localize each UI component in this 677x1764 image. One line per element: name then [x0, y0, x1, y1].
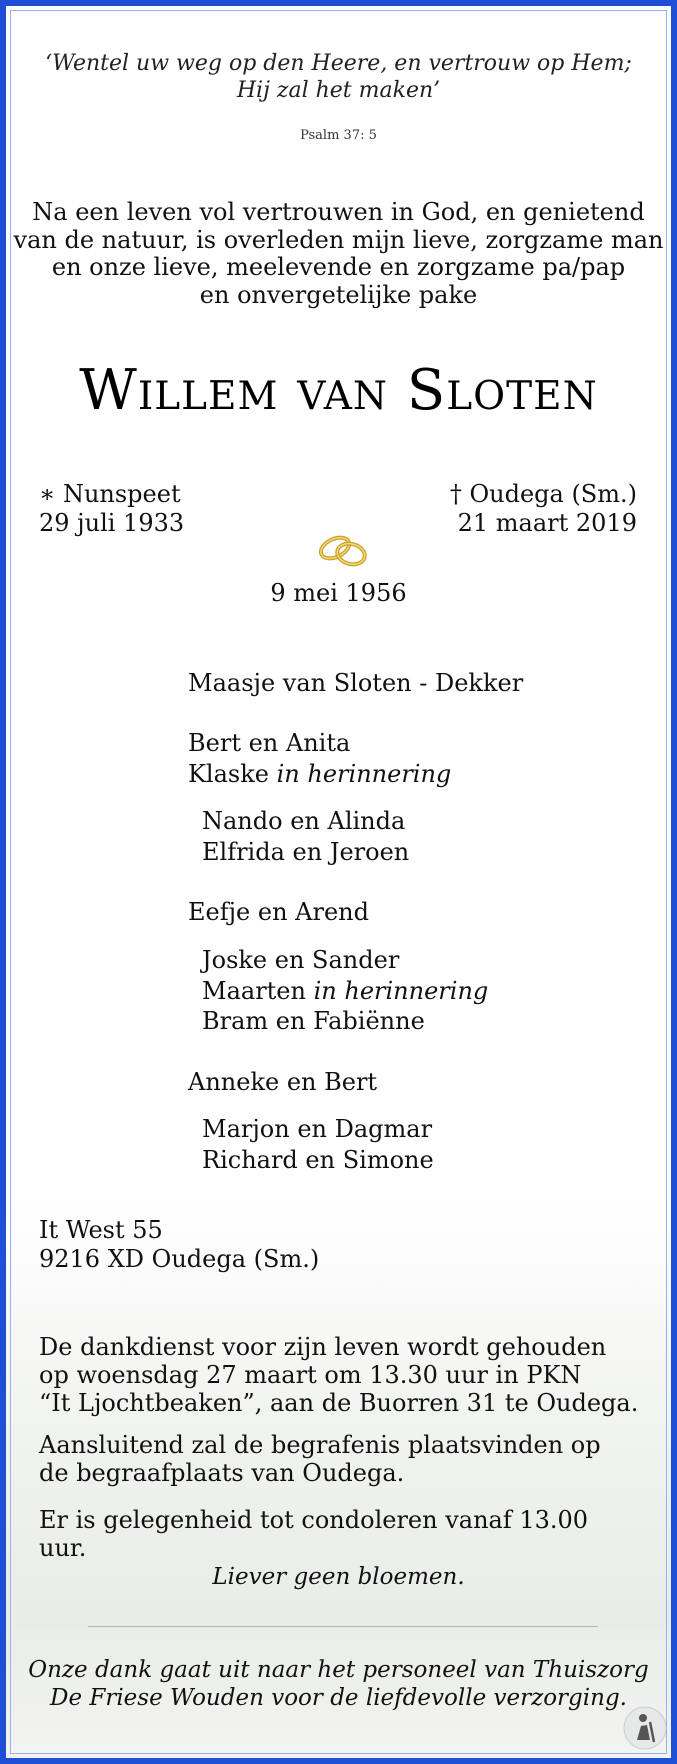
intro-line-3: en onze lieve, meelevende en zorgzame pa/pap	[51, 253, 626, 281]
children-3: Anneke en Bert	[188, 1068, 378, 1096]
burial-line-1: Aansluitend zal de begrafenis plaatsvinden op	[39, 1431, 601, 1459]
quote-line-1: ‘Wentel uw weg op den Heere, en vertrouw op Hem;	[45, 51, 632, 76]
grandchildren-2a: Joske en Sander	[202, 946, 400, 974]
grandchild-remembered	[202, 976, 488, 1006]
child-remembered	[188, 759, 451, 789]
intro-line-4: en onvergetelijke pake	[199, 280, 478, 309]
memorial-logo-icon	[623, 1706, 667, 1750]
thanks-line-1: Onze dank gaat uit naar het personeel van Thuiszorg	[28, 1657, 649, 1683]
burial-info	[39, 1431, 639, 1487]
condolence-info: Er is gelegenheid tot condoleren vanaf 13.00 uur.	[39, 1506, 589, 1562]
service-info	[39, 1333, 639, 1417]
address-city: 9216 XD Oudega (Sm.)	[39, 1245, 320, 1273]
remembrance-note: in herinnering	[276, 760, 452, 788]
intro-text	[6, 199, 671, 309]
psalm-reference: Psalm 37: 5	[300, 128, 377, 143]
birth-date: 29 juli 1933	[39, 509, 185, 537]
wedding-date: 9 mei 1956	[270, 579, 407, 607]
divider	[88, 1626, 598, 1627]
grandchildren-3b: Richard en Simone	[202, 1146, 434, 1174]
service-line-2: op woensdag 27 maart om 13.30 uur in PKN	[39, 1361, 582, 1389]
service-line-3: “It Ljochtbeaken”, aan de Buorren 31 te Oudega.	[39, 1389, 639, 1417]
death-date: 21 maart 2019	[457, 509, 637, 537]
flowers-note: Liever geen bloemen.	[212, 1564, 465, 1590]
deceased-name: Willem van Sloten	[79, 358, 598, 423]
child-remembered-name: Klaske	[188, 760, 269, 788]
grandchildren-3a: Marjon en Dagmar	[202, 1115, 433, 1143]
wedding-rings-icon	[311, 530, 375, 570]
quote-line-2: Hij zal het maken’	[236, 78, 441, 103]
birth-info	[39, 480, 184, 538]
grandchildren-1b: Elfrida en Jeroen	[202, 838, 410, 866]
death-info	[450, 480, 637, 538]
bible-quote	[6, 50, 671, 104]
address	[39, 1216, 319, 1274]
children-2: Eefje en Arend	[188, 898, 369, 926]
birth-place: ∗ Nunspeet	[39, 480, 181, 508]
thanks-note	[6, 1656, 671, 1712]
grandchildren-2c: Bram en Fabiënne	[202, 1007, 425, 1035]
children-1: Bert en Anita	[188, 729, 351, 757]
remembrance-note-2: in herinnering	[313, 977, 489, 1005]
service-line-1: De dankdienst voor zijn leven wordt gehouden	[39, 1333, 607, 1361]
thanks-line-2: De Friese Wouden voor de liefdevolle verzorging.	[50, 1685, 627, 1711]
spouse: Maasje van Sloten - Dekker	[188, 669, 524, 697]
intro-line-1: Na een leven vol vertrouwen in God, en genietend	[32, 198, 645, 226]
burial-line-2: de begraafplaats van Oudega.	[39, 1459, 405, 1487]
grandchild-remembered-name: Maarten	[202, 977, 306, 1005]
death-place: † Oudega (Sm.)	[449, 480, 637, 508]
intro-line-2: van de natuur, is overleden mijn lieve, zorgzame man	[13, 225, 664, 254]
grandchildren-1a: Nando en Alinda	[202, 807, 406, 835]
address-street: It West 55	[39, 1216, 163, 1244]
